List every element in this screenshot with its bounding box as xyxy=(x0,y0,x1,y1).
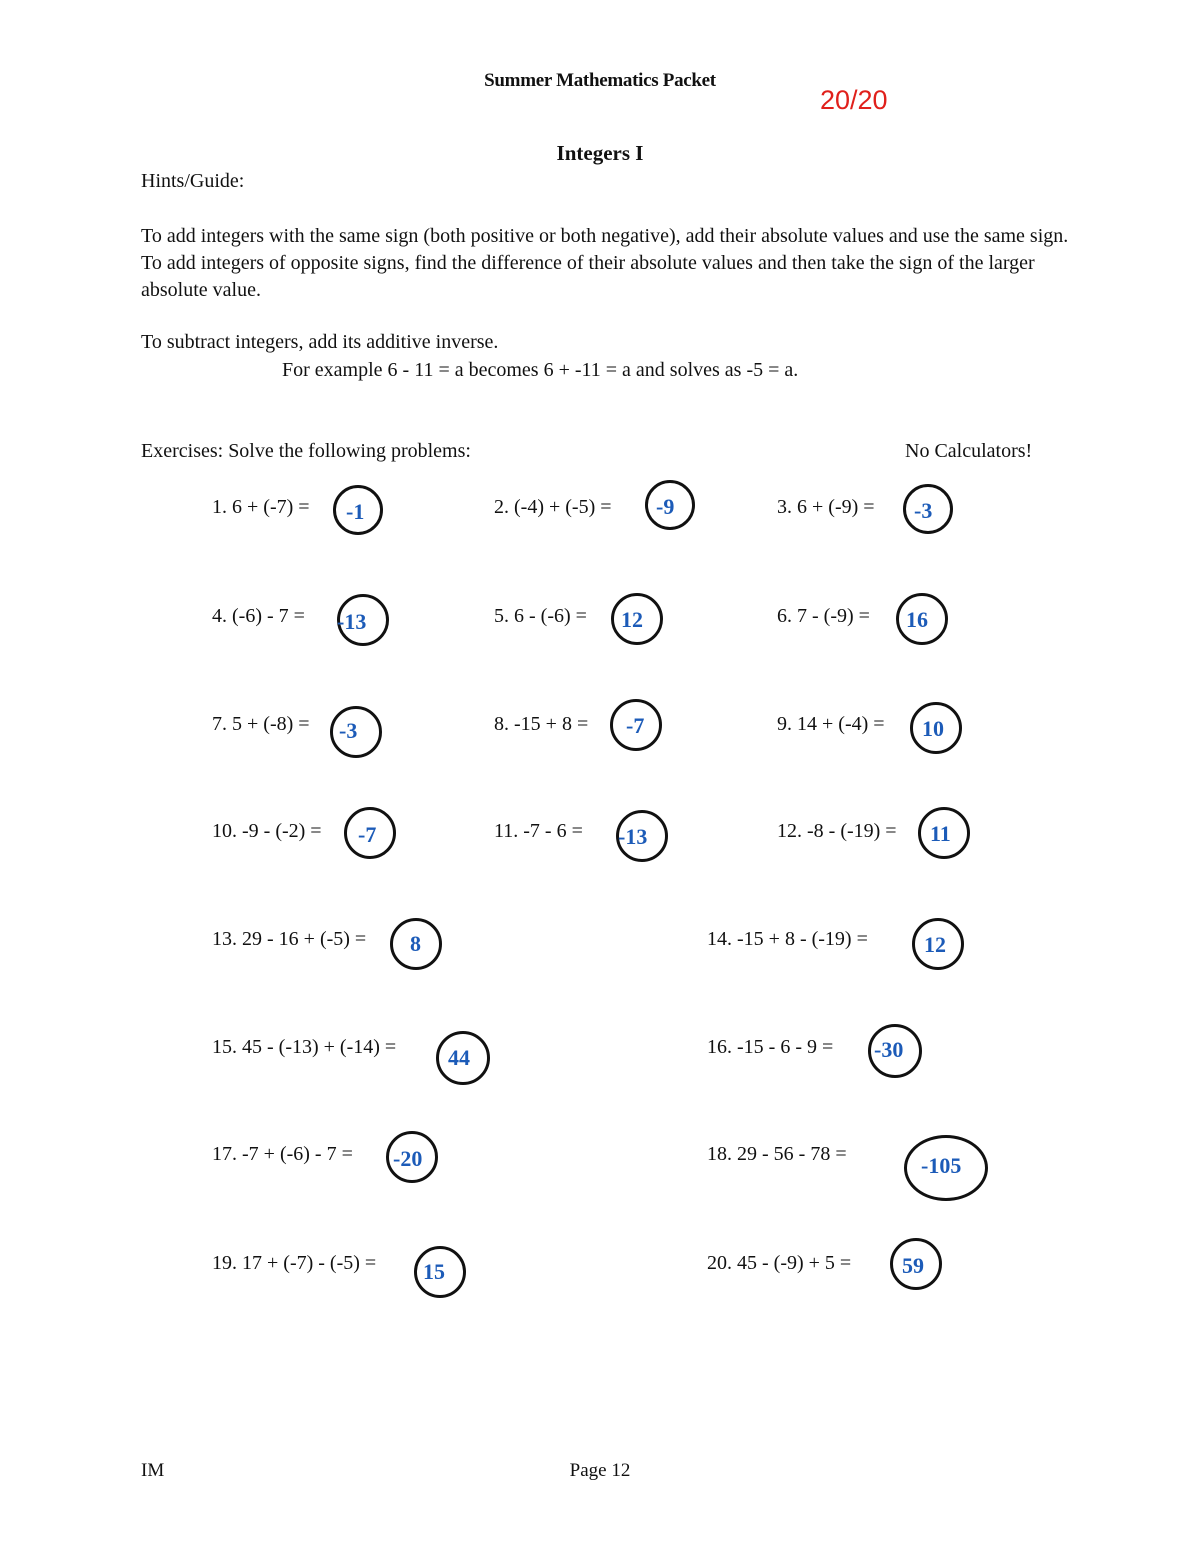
problem-expression: 1. 6 + (-7) = xyxy=(212,496,310,518)
score-mark: 20/20 xyxy=(820,85,888,115)
problem-expression: 16. -15 - 6 - 9 = xyxy=(707,1036,834,1058)
answer-value: 59 xyxy=(902,1253,924,1278)
problem-expression: 2. (-4) + (-5) = xyxy=(494,496,612,518)
problem-expression: 20. 45 - (-9) + 5 = xyxy=(707,1252,852,1274)
problem-expression: 15. 45 - (-13) + (-14) = xyxy=(212,1036,397,1058)
answer-value: 15 xyxy=(423,1259,445,1284)
answer-value: -105 xyxy=(921,1153,962,1178)
footer-initials: IM xyxy=(141,1460,165,1481)
answer-value: 44 xyxy=(448,1045,470,1070)
problem-expression: 8. -15 + 8 = xyxy=(494,713,589,735)
hint-paragraph-addition: To add integers with the same sign (both positive or both negative), add their absolute values and use the same sign. To add integers of opposite signs, find the difference of their absolute values and then take the sign of the larger absolute value. xyxy=(141,225,1069,301)
answer-value: -3 xyxy=(914,498,933,523)
packet-title: Summer Mathematics Packet xyxy=(484,70,716,91)
hint-example: For example 6 - 11 = a becomes 6 + -11 = a and solves as -5 = a. xyxy=(282,359,799,381)
problem-expression: 10. -9 - (-2) = xyxy=(212,820,322,842)
problem-expression: 17. -7 + (-6) - 7 = xyxy=(212,1143,353,1165)
answer-value: 8 xyxy=(410,931,421,956)
answer-value: -30 xyxy=(874,1037,904,1062)
hint-paragraph-subtraction: To subtract integers, add its additive inverse. xyxy=(141,331,499,353)
answer-value: 11 xyxy=(930,821,951,846)
section-title: Integers I xyxy=(556,141,644,165)
problem-expression: 18. 29 - 56 - 78 = xyxy=(707,1143,847,1165)
hints-label: Hints/Guide: xyxy=(141,170,245,192)
problem-expression: 11. -7 - 6 = xyxy=(494,820,583,842)
answer-value: -13 xyxy=(337,609,367,634)
answer-value: 12 xyxy=(924,932,946,957)
problem-expression: 9. 14 + (-4) = xyxy=(777,713,885,735)
problem-expression: 3. 6 + (-9) = xyxy=(777,496,875,518)
problem-expression: 6. 7 - (-9) = xyxy=(777,605,870,627)
page-number: Page 12 xyxy=(569,1460,631,1481)
answer-value: -3 xyxy=(339,718,358,743)
exercises-label: Exercises: Solve the following problems: xyxy=(141,440,471,462)
answer-value: -20 xyxy=(393,1146,423,1171)
problem-expression: 7. 5 + (-8) = xyxy=(212,713,310,735)
answer-value: -7 xyxy=(626,713,645,738)
answer-value: -1 xyxy=(346,499,365,524)
answer-value: 10 xyxy=(922,716,944,741)
answer-value: -13 xyxy=(618,824,648,849)
problem-expression: 5. 6 - (-6) = xyxy=(494,605,587,627)
answer-value: -9 xyxy=(656,494,675,519)
problem-expression: 13. 29 - 16 + (-5) = xyxy=(212,928,367,950)
problem-expression: 12. -8 - (-19) = xyxy=(777,820,897,842)
problem-expression: 4. (-6) - 7 = xyxy=(212,605,305,627)
answer-value: 16 xyxy=(906,607,928,632)
no-calculators-note: No Calculators! xyxy=(905,440,1033,462)
answer-value: 12 xyxy=(621,607,643,632)
problem-expression: 14. -15 + 8 - (-19) = xyxy=(707,928,868,950)
problem-expression: 19. 17 + (-7) - (-5) = xyxy=(212,1252,377,1274)
answer-value: -7 xyxy=(358,822,377,847)
